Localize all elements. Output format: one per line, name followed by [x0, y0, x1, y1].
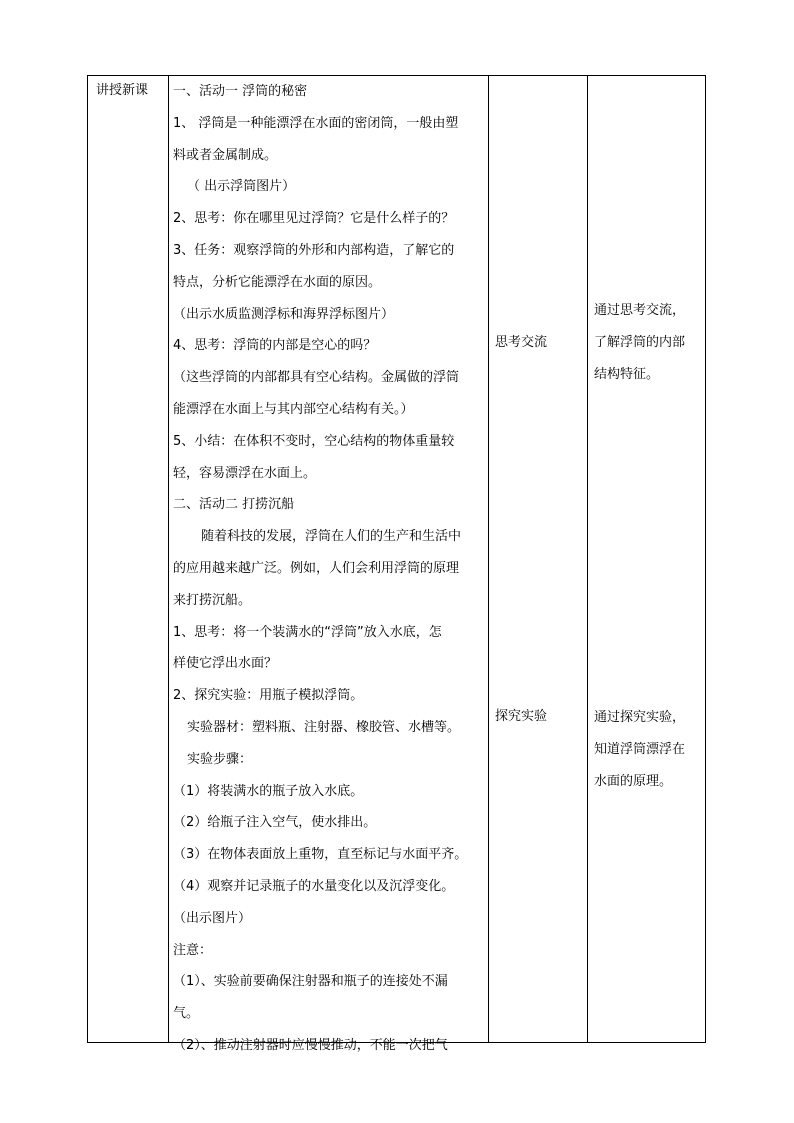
content-line: 气。	[173, 1006, 200, 1022]
content-line: 一、活动一 浮筒的秘密	[173, 84, 308, 99]
content-line: 1、 浮筒是一种能漂浮在水面的密闭筒，一般由塑	[173, 115, 459, 131]
content-line: 样使它浮出水面？	[173, 656, 278, 672]
section-label: 讲授新课	[96, 83, 149, 98]
content-line: 二、活动二 打捞沉船	[173, 497, 295, 513]
content-line: （3）在物体表面放上重物，直至标记与水面平齐。	[173, 847, 468, 863]
content-line: （2）给瓶子注入空气，使水排出。	[173, 815, 377, 831]
content-line: 能漂浮在水面上与其内部空心结构有关。）	[173, 401, 414, 417]
content-line: 随着科技的发展，浮筒在人们的生产和生活中	[201, 529, 462, 545]
design-intent	[594, 702, 706, 797]
content-line: （出示水质监测浮标和海界浮标图片）	[173, 306, 395, 322]
content-line: 注意：	[173, 942, 213, 958]
content-line: 轻，容易漂浮在水面上。	[173, 465, 317, 481]
content-line: 5、小结：在体积不变时，空心结构的物体重量较	[173, 433, 455, 449]
content-column	[169, 76, 488, 1053]
section-column	[88, 76, 168, 1042]
content-line: （1）、实验前要确保注射器和瓶子的连接处不漏	[173, 974, 448, 990]
intent-column	[588, 76, 706, 1042]
content-line: （这些浮筒的内部都具有空心结构。金属做的浮筒	[173, 370, 460, 386]
content-line: 来打捞沉船。	[173, 592, 252, 608]
content-line: 料或者金属制成。	[173, 147, 278, 163]
method-column	[489, 76, 587, 1042]
content-line: （1）将装满水的瓶子放入水底。	[173, 783, 364, 799]
intent-line: 水面的原理。	[594, 773, 673, 789]
design-intent	[594, 295, 706, 390]
content-line: 2、思考：你在哪里见过浮筒？它是什么样子的？	[173, 211, 455, 227]
content-line: 实验器材：塑料瓶、注射器、橡胶管、水槽等。	[187, 719, 461, 735]
lesson-plan-table	[87, 75, 706, 1053]
content-line: 2、探究实验：用瓶子模拟浮筒。	[173, 688, 364, 704]
content-line: （ 出示浮筒图片）	[187, 179, 296, 195]
intent-line: 通过思考交流，	[594, 303, 686, 318]
content-line: （出示图片）	[173, 910, 252, 926]
content-line: 的应用越来越广泛。例如，人们会利用浮筒的原理	[173, 560, 460, 576]
content-line: 3、任务：观察浮筒的外形和内部构造，了解它的	[173, 242, 455, 258]
content-line: （2）、推动注射器时应慢慢推动，不能一次把气	[173, 1037, 448, 1053]
content-line: （4）观察并记录瓶子的水量变化以及沉浮变化。	[173, 878, 455, 894]
intent-line: 知道浮筒漂浮在	[594, 741, 686, 757]
method-label: 探究实验	[495, 709, 548, 724]
content-line: 特点，分析它能漂浮在水面的原因。	[173, 274, 382, 290]
intent-line: 了解浮筒的内部	[594, 334, 686, 350]
content-line: 实验步骤：	[187, 751, 253, 767]
content-lines	[173, 76, 487, 1062]
content-line: 4、思考：浮筒的内部是空心的吗？	[173, 338, 377, 354]
intent-line: 结构特征。	[594, 366, 660, 382]
content-line: 1、思考：将一个装满水的“浮筒”放入水底，怎	[173, 624, 442, 640]
method-label: 思考交流	[495, 335, 548, 350]
intent-line: 通过探究实验，	[594, 710, 686, 725]
